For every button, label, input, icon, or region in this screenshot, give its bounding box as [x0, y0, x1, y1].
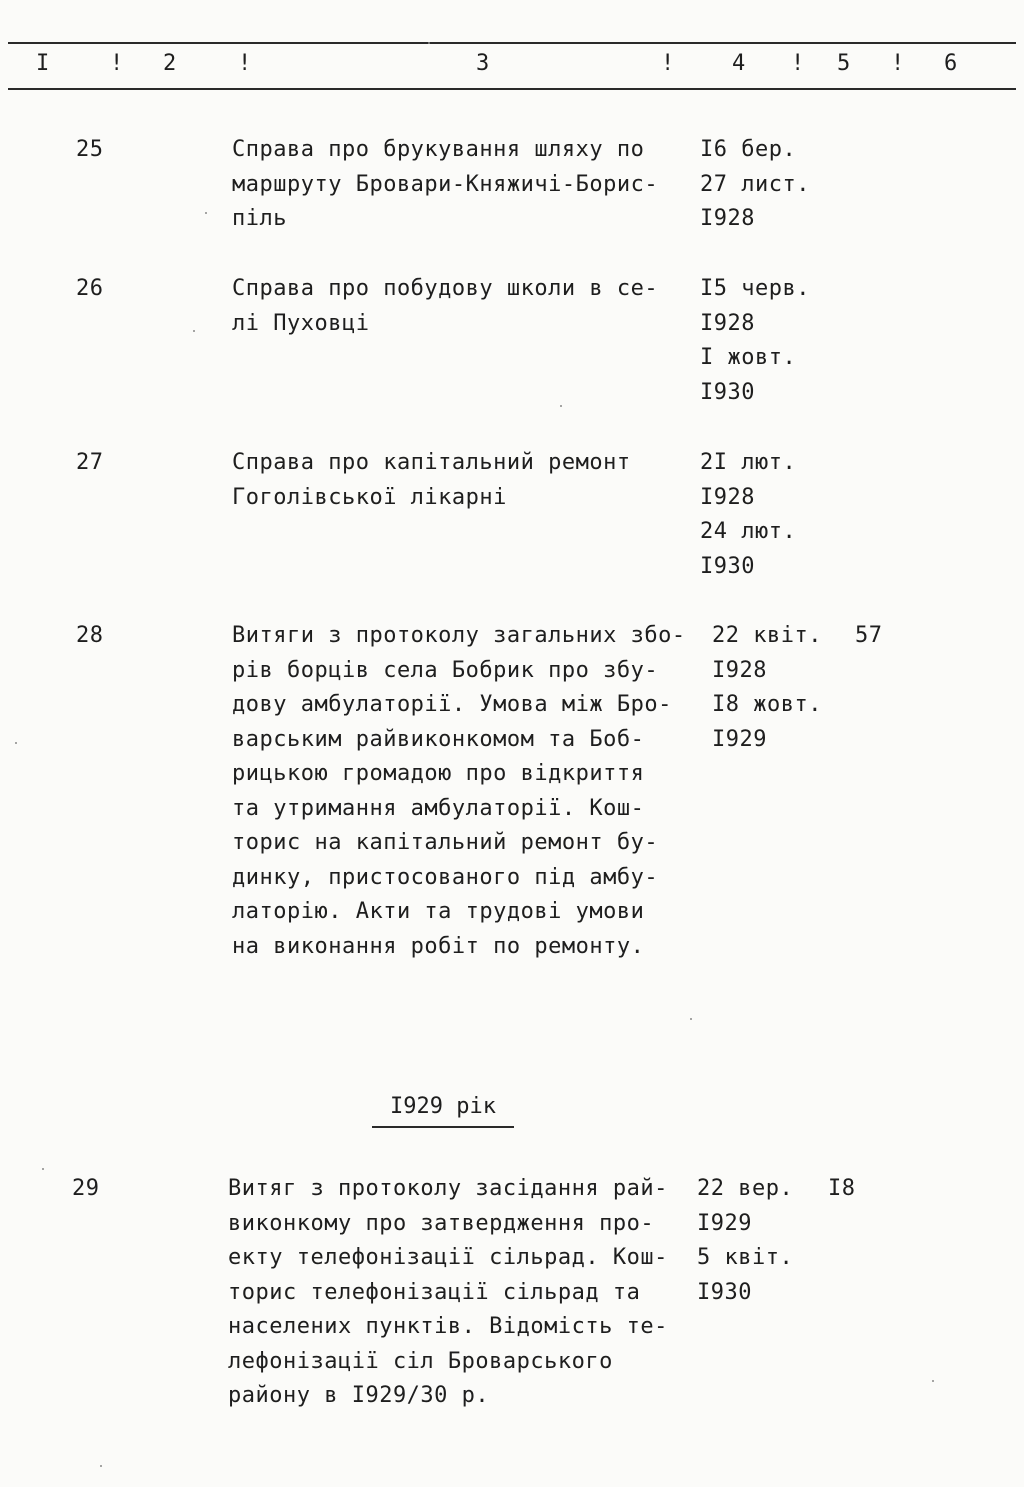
entry-description: Витяги з протоколу загальних збо- рів борців села Бобрик про збу- дову амбулаторії. Умова між Бро- варським райвиконкомом та Боб- рицькою громадою про відкриття та утримання амбулаторії. Кош- торис на капітальний ремонт бу- динку, пристосованого під амбу- латорію. Акти та трудові умови на виконання робіт по ремонту. — [232, 623, 686, 959]
scan-speck — [205, 212, 207, 214]
header-bottom-rule — [8, 88, 1016, 90]
entry-description: Витяг з протоколу засідання рай- виконкому про затвердження про- екту телефонізації сільрад. Кош- торис телефонізації сільрад та населених пунктів. Відомість те- лефонізації сіл Броварського району в I929/30 р. — [228, 1176, 668, 1408]
header-separator: ! — [661, 51, 675, 76]
entry-dates: 2I лют. I928 24 лют. I930 — [700, 450, 797, 579]
header-top-rule — [8, 42, 1016, 44]
header-col-5: 5 — [837, 51, 851, 76]
entry-number: 27 — [76, 450, 104, 475]
entry-number: 29 — [72, 1176, 100, 1201]
entry-sheets: I8 — [828, 1176, 856, 1201]
header-separator: ! — [238, 51, 252, 76]
year-heading: I929 рік — [372, 1090, 514, 1128]
scan-speck — [428, 42, 430, 44]
entry-dates: I6 бер. 27 лист. I928 — [700, 137, 810, 231]
header-separator: ! — [791, 51, 805, 76]
scan-speck — [42, 1168, 44, 1170]
entry-number: 25 — [76, 137, 104, 162]
entry-sheets: 57 — [855, 623, 883, 648]
scan-speck — [100, 1465, 102, 1467]
entry-dates: 22 вер. I929 5 квіт. I930 — [697, 1176, 794, 1305]
entry-description: Справа про побудову школи в се- лі Пуховці — [232, 276, 659, 336]
scan-speck — [932, 1380, 934, 1382]
header-col-2: 2 — [163, 51, 177, 76]
scan-speck — [690, 1018, 692, 1020]
scan-speck — [193, 330, 195, 332]
header-col-4: 4 — [732, 51, 746, 76]
header-col-1: I — [36, 51, 50, 76]
entry-description: Справа про капітальний ремонт Гоголівської лікарні — [232, 450, 631, 510]
header-separator: ! — [891, 51, 905, 76]
entry-number: 28 — [76, 623, 104, 648]
entry-description: Справа про брукування шляху по маршруту Бровари-Княжичі-Борис- піль — [232, 137, 659, 231]
entry-dates: 22 квіт. I928 I8 жовт. I929 — [712, 623, 822, 752]
header-col-6: 6 — [944, 51, 958, 76]
scan-speck — [15, 742, 17, 744]
header-col-3: 3 — [476, 51, 490, 76]
header-separator: ! — [110, 51, 124, 76]
scan-speck — [560, 405, 562, 407]
entry-dates: I5 черв. I928 I жовт. I930 — [700, 276, 810, 405]
entry-number: 26 — [76, 276, 104, 301]
